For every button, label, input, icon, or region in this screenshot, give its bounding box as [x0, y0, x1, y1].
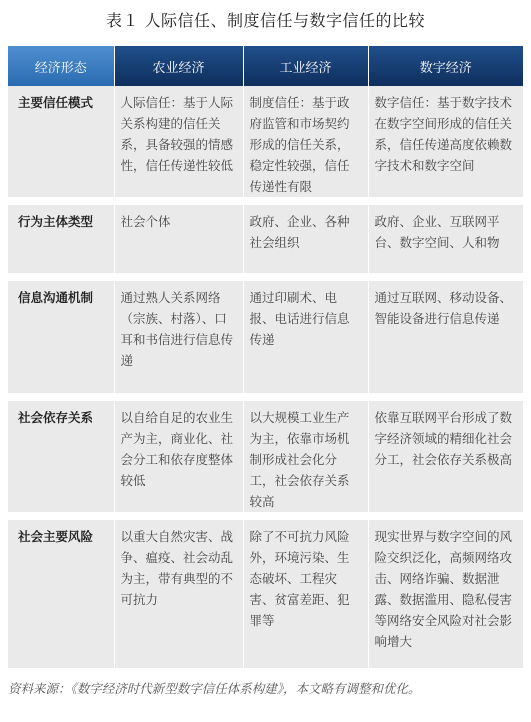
table-row: [8, 86, 523, 201]
cell-industrial: 制度信任：基于政府监管和市场契约形成的信任关系，稳定性较强，信任传递性有限: [243, 86, 368, 201]
table-row: [8, 201, 523, 277]
cell-digital: 依靠互联网平台形成了数字经济领域的精细化社会分工，社会依存关系极高: [368, 397, 523, 516]
comparison-table: [8, 46, 523, 668]
cell-agricultural: 通过熟人关系网络（宗族、村落）、口耳和书信进行信息传递: [114, 277, 243, 397]
cell-digital: 数字信任：基于数字技术在数字空间形成的信任关系，信任传递高度依赖数字技术和数字空间: [374, 95, 513, 173]
cell-agricultural: 人际信任：基于人际关系构建的信任关系，具备较强的情感性，信任传递性较低: [114, 86, 243, 201]
header-agricultural: 农业经济: [114, 46, 243, 86]
cell-agricultural: 以重大自然灾害、战争、瘟疫、社会动乱为主，带有典型的不可抗力: [114, 516, 243, 668]
cell-agricultural: 社会个体: [114, 201, 243, 277]
header-row: [8, 46, 523, 86]
cell-digital: 现实世界与数字空间的风险交织泛化，高频网络攻击、网络诈骗、数据泄露、数据滥用、隐私侵害等网络安全风险对社会影响增大: [368, 516, 523, 668]
cell-industrial: 除了不可抗力风险外，环境污染、生态破坏、工程灾害、贫富差距、犯罪等: [243, 516, 368, 668]
source-note: 资料来源：《数字经济时代新型数字信任体系构建》，本文略有调整和优化。: [8, 681, 421, 696]
table-title: 表１ 人际信任、制度信任与数字信任的比较: [105, 11, 426, 30]
cell-digital: 政府、企业、互联网平台、数字空间、人和物: [368, 201, 523, 277]
header-economic-form: 经济形态: [8, 46, 114, 86]
table-row: [8, 277, 523, 397]
cell-industrial: 以大规模工业生产为主，依靠市场机制形成社会化分工，社会依存关系较高: [243, 397, 368, 516]
table-row: [8, 516, 523, 668]
header-industrial: 工业经济: [243, 46, 368, 86]
header-digital: 数字经济: [368, 46, 523, 86]
row-label: 社会依存关系: [8, 397, 114, 516]
cell-digital: 通过互联网、移动设备、智能设备进行信息传递: [368, 277, 523, 397]
table-row: [8, 397, 523, 516]
cell-industrial: 通过印刷术、电报、电话进行信息传递: [243, 277, 368, 397]
row-label: 信息沟通机制: [8, 277, 114, 397]
cell-industrial: 政府、企业、各种社会组织: [243, 201, 368, 277]
row-label: 行为主体类型: [8, 201, 114, 277]
comparison-table-container: [8, 46, 523, 668]
row-label: 社会主要风险: [8, 516, 114, 668]
row-label: 主要信任模式: [8, 86, 114, 201]
cell-agricultural: 以自给自足的农业生产为主，商业化、社会分工和依存度整体较低: [114, 397, 243, 516]
